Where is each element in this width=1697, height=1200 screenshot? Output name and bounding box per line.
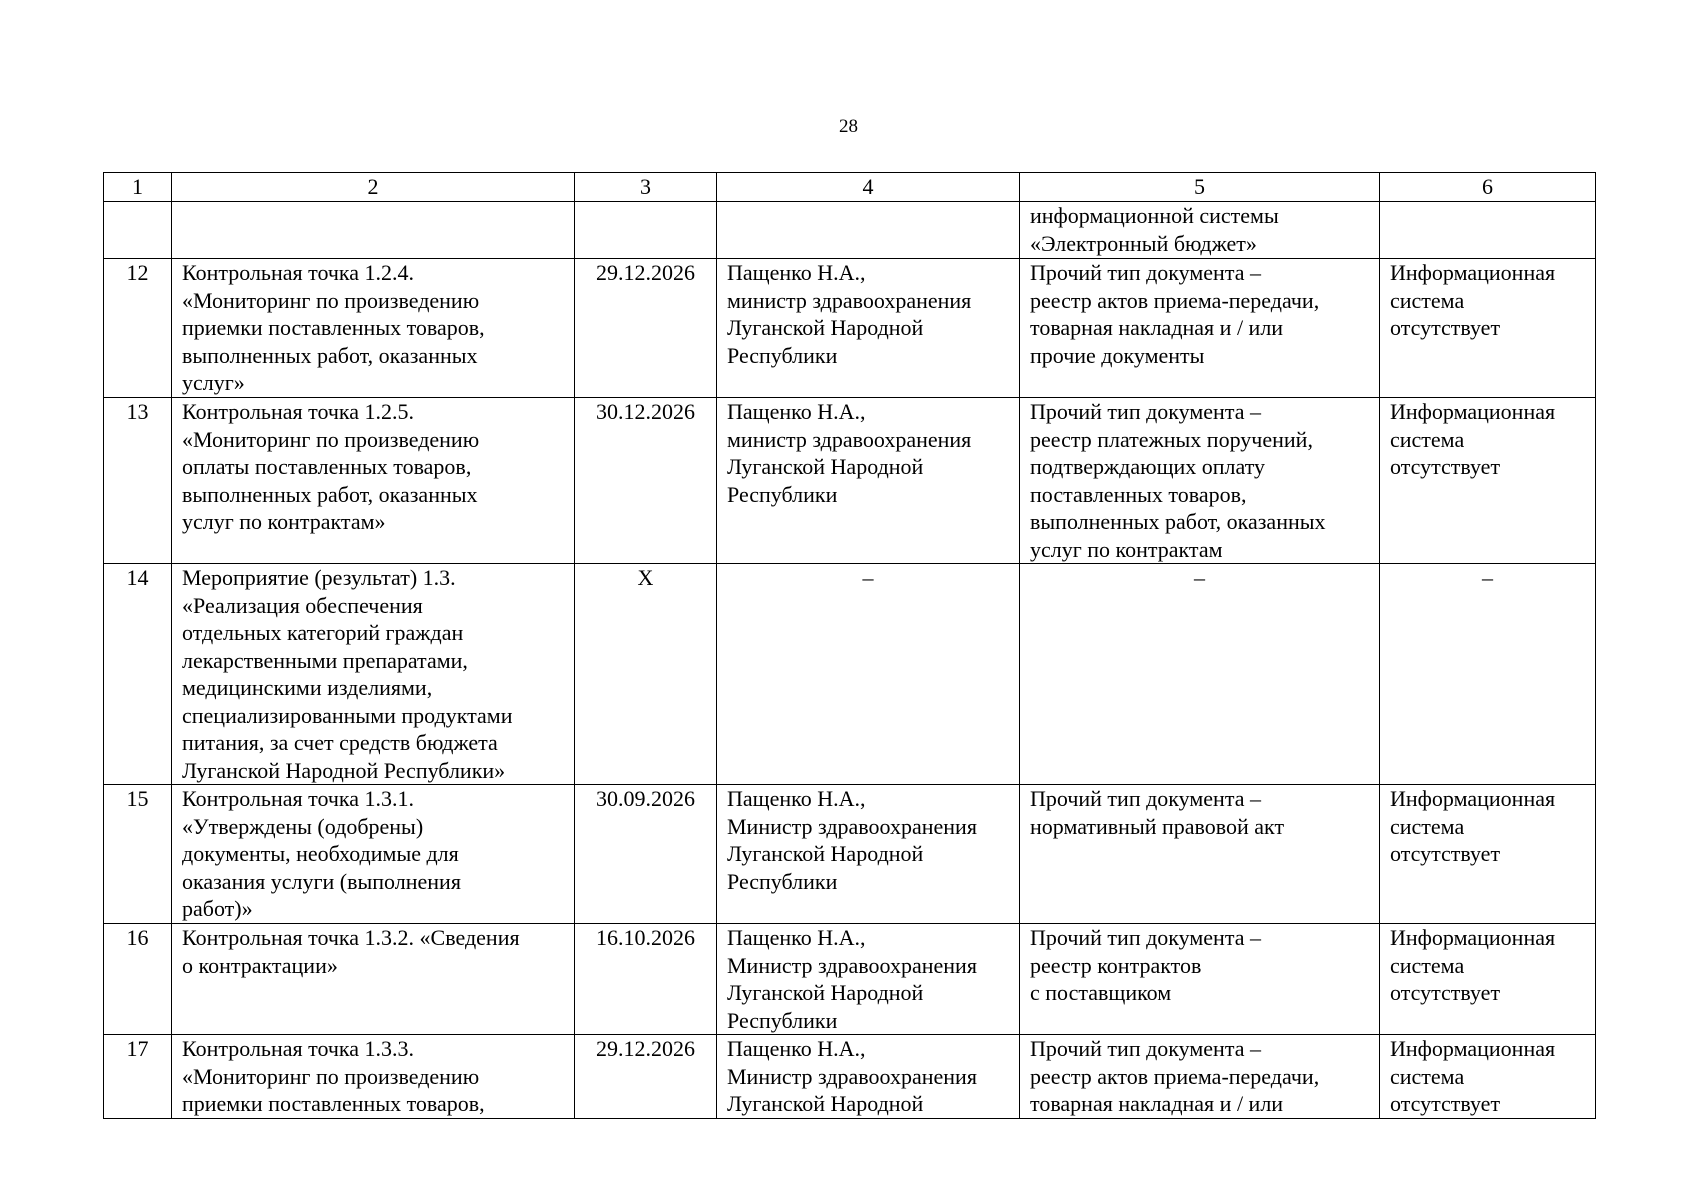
table-row [104,1035,1596,1119]
column-number-6: 6 [1380,173,1596,202]
name-cell: Контрольная точка 1.2.4. «Мониторинг по произведению приемки поставленных товаров, выполненных работ, оказанных услуг» [172,259,575,398]
responsible-cell: Пащенко Н.А., Министр здравоохранения Луганской Народной [717,1035,1020,1119]
name-cell: Мероприятие (результат) 1.3. «Реализация обеспечения отдельных категорий граждан лекарственными препаратами, медицинскими изделиями, специализированными продуктами питания, за счет средств бюджета Луганской Народной Республики» [172,564,575,785]
column-number-3: 3 [575,173,717,202]
info-system-cell: Информационная система отсутствует [1380,785,1596,924]
date-cell [575,202,717,259]
info-system-cell: Информационная система отсутствует [1380,1035,1596,1119]
date-cell: 29.12.2026 [575,1035,717,1119]
date-cell: 16.10.2026 [575,924,717,1035]
row-number-cell: 13 [104,398,172,564]
row-number-cell: 17 [104,1035,172,1119]
table-row [104,564,1596,785]
document-type-cell: Прочий тип документа – реестр актов приема-передачи, товарная накладная и / или прочие документы [1020,259,1380,398]
name-cell: Контрольная точка 1.3.3. «Мониторинг по произведению приемки поставленных товаров, [172,1035,575,1119]
table-header-row [104,173,1596,202]
document-type-cell: Прочий тип документа – реестр актов приема-передачи, товарная накладная и / или [1020,1035,1380,1119]
name-cell [172,202,575,259]
date-cell: 30.09.2026 [575,785,717,924]
document-type-cell: Прочий тип документа – нормативный правовой акт [1020,785,1380,924]
document-type-cell: информационной системы «Электронный бюджет» [1020,202,1380,259]
row-number-cell: 14 [104,564,172,785]
column-number-4: 4 [717,173,1020,202]
info-system-cell: Информационная система отсутствует [1380,259,1596,398]
row-number-cell: 16 [104,924,172,1035]
name-cell: Контрольная точка 1.3.2. «Сведения о контрактации» [172,924,575,1035]
column-number-1: 1 [104,173,172,202]
responsible-cell: Пащенко Н.А., Министр здравоохранения Луганской Народной Республики [717,924,1020,1035]
date-cell: 29.12.2026 [575,259,717,398]
info-system-cell: – [1380,564,1596,785]
info-system-cell: Информационная система отсутствует [1380,398,1596,564]
page-number: 28 [839,116,858,137]
table-row [104,785,1596,924]
info-system-cell: Информационная система отсутствует [1380,924,1596,1035]
responsible-cell [717,202,1020,259]
table-row [104,924,1596,1035]
info-system-cell [1380,202,1596,259]
date-cell: Х [575,564,717,785]
table-row [104,398,1596,564]
responsible-cell: Пащенко Н.А., министр здравоохранения Луганской Народной Республики [717,398,1020,564]
table-row [104,259,1596,398]
responsible-cell: Пащенко Н.А., министр здравоохранения Луганской Народной Республики [717,259,1020,398]
name-cell: Контрольная точка 1.3.1. «Утверждены (одобрены) документы, необходимые для оказания услуги (выполнения работ)» [172,785,575,924]
responsible-cell: Пащенко Н.А., Министр здравоохранения Луганской Народной Республики [717,785,1020,924]
document-type-cell: – [1020,564,1380,785]
control-points-table [103,172,1596,1119]
column-number-5: 5 [1020,173,1380,202]
document-type-cell: Прочий тип документа – реестр контрактов с поставщиком [1020,924,1380,1035]
table-row [104,202,1596,259]
name-cell: Контрольная точка 1.2.5. «Мониторинг по произведению оплаты поставленных товаров, выполненных работ, оказанных услуг по контрактам» [172,398,575,564]
row-number-cell [104,202,172,259]
date-cell: 30.12.2026 [575,398,717,564]
document-type-cell: Прочий тип документа – реестр платежных поручений, подтверждающих оплату поставленных товаров, выполненных работ, оказанных услуг по контрактам [1020,398,1380,564]
responsible-cell: – [717,564,1020,785]
row-number-cell: 12 [104,259,172,398]
row-number-cell: 15 [104,785,172,924]
column-number-2: 2 [172,173,575,202]
